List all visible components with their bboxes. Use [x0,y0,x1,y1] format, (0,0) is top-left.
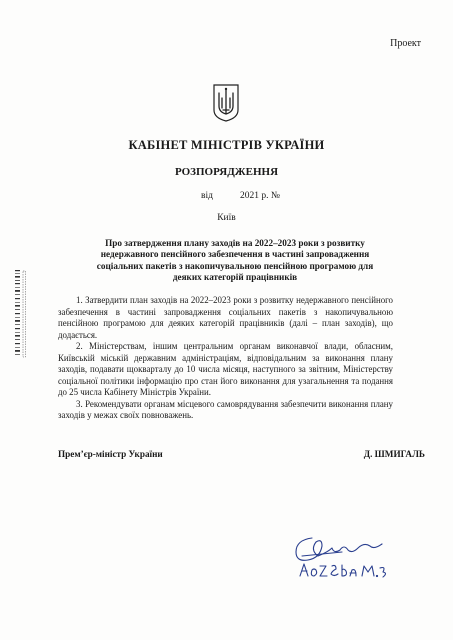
paragraph-1: 1. Затвердити план заходів на 2022–2023 роки з розвитку недержавного пенсійного забезпечення в частині запровадження соціальних пакетів з накопичувальною пенсійною програмою для деяких категорій працівників (далі – план заходів), що додається. [58,295,393,340]
date-prefix: від [201,191,213,201]
city: Київ [217,213,236,223]
paragraph-2: 2. Міністерствам, іншим центральним органам виконавчої влади, обласним, Київській міській державним адміністраціям, відповідальним за виконання плану заходів, подавати щокварталу до 10 числа місяця, наступного за звітним, Міністерству соціальної політики інформацію про стан його виконання для узагальнення та подання до 25 числа Кабінету Міністрів України. [58,341,393,397]
signatory-name: Д. ШМИГАЛЬ [363,449,425,459]
document-type: РОЗПОРЯДЖЕННЯ [174,166,279,178]
signatory-position: Прем’єр-міністр України [58,449,163,459]
date-year: 2021 р. № [240,191,280,201]
paragraph-3: 3. Рекомендувати органам місцевого самоврядування забезпечити виконання плану заходів у межах своїх повноважень. [58,398,393,420]
handwritten-signature-icon [282,530,392,592]
document-body [58,295,393,422]
document-subject: Про затвердження плану заходів на 2022–2023 роки з розвитку недержавного пенсійного забезпечення в частині запровадження соціальних пакетів з накопичувальною пенсійною програмою для деяких категорій працівників [96,238,374,283]
barcode-icon [14,268,28,360]
organization-title: КАБІНЕТ МІНІСТРІВ УКРАЇНИ [128,138,325,152]
trident-coat-of-arms-icon [213,84,239,122]
status-label: Проект [390,38,421,49]
